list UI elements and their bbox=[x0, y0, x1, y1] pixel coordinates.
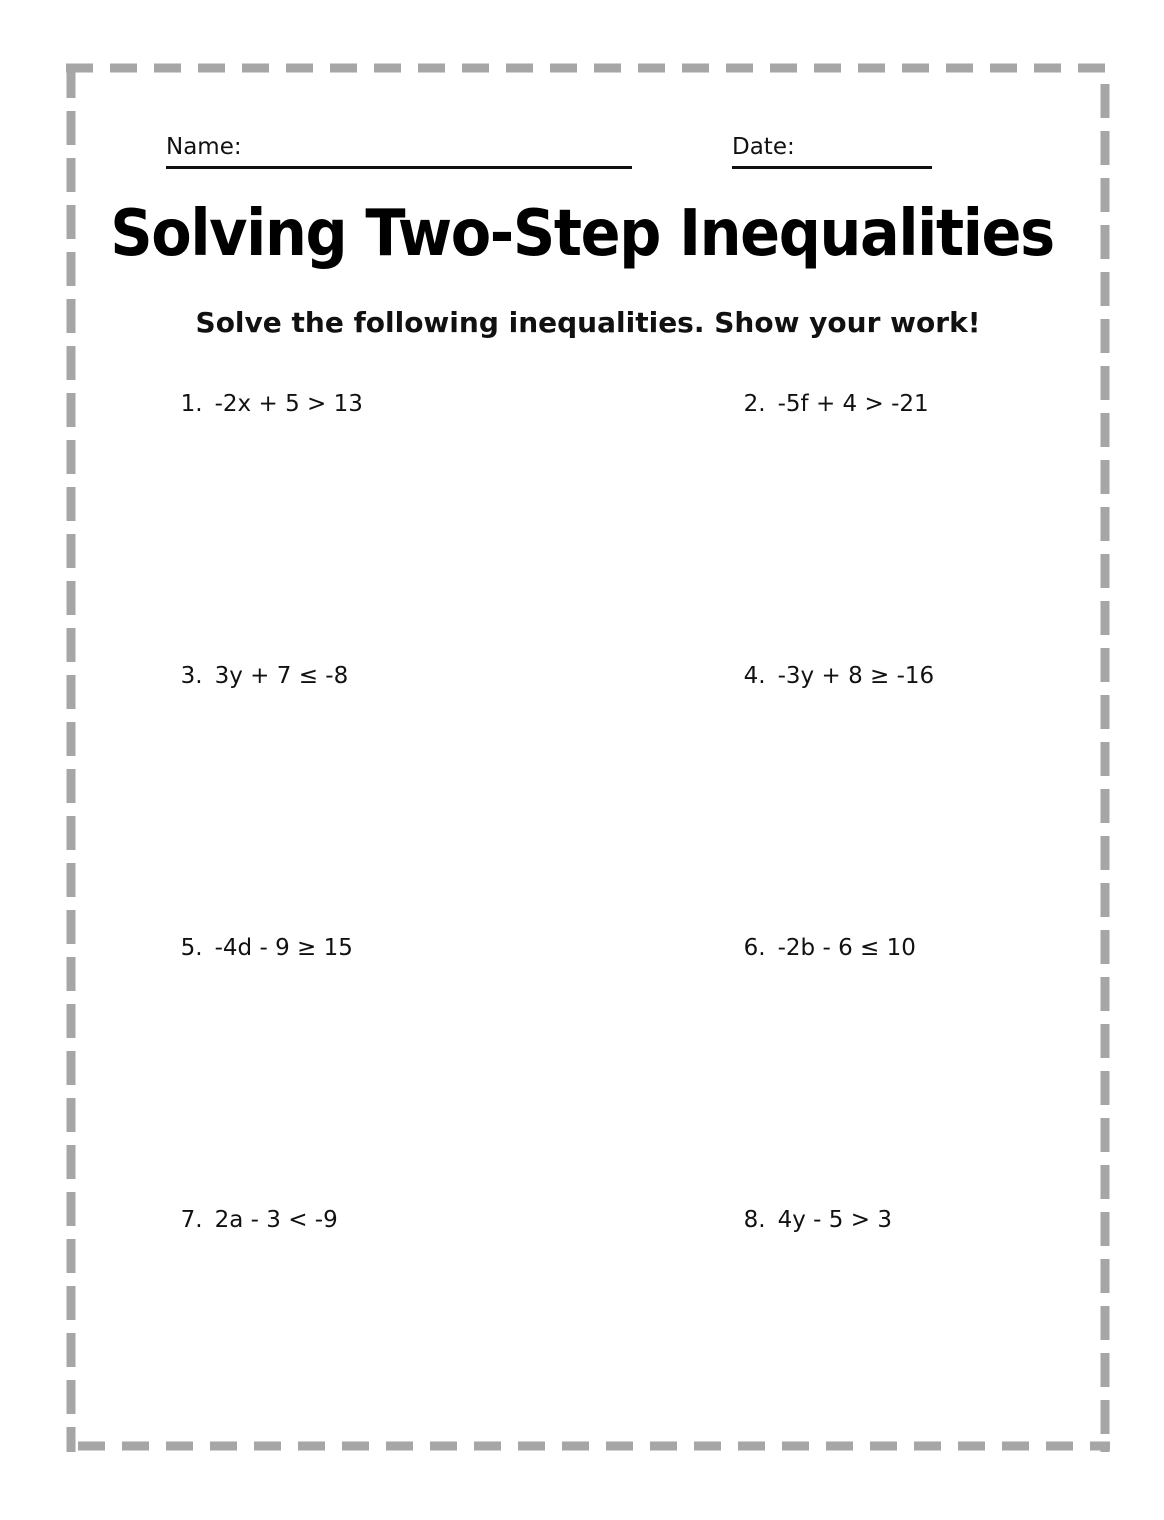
name-label: Name: bbox=[166, 134, 242, 160]
problem-expression: -2b - 6 ≤ 10 bbox=[777, 935, 916, 961]
problem-expression: -3y + 8 ≥ -16 bbox=[777, 663, 935, 689]
problem-number: 2. bbox=[743, 391, 766, 417]
problem-item bbox=[729, 631, 934, 691]
problem-item bbox=[729, 1175, 892, 1235]
problem-expression: 3y + 7 ≤ -8 bbox=[214, 663, 349, 689]
problem-expression: 2a - 3 < -9 bbox=[214, 1207, 338, 1233]
problem-number: 3. bbox=[180, 663, 203, 689]
worksheet-title: Solving Two-Step Inequalities bbox=[110, 197, 1054, 271]
problem-expression: -4d - 9 ≥ 15 bbox=[214, 935, 353, 961]
problem-item bbox=[729, 903, 916, 963]
problem-number: 8. bbox=[743, 1207, 766, 1233]
instructions-text: Solve the following inequalities. Show your work! bbox=[195, 306, 981, 339]
problem-expression: 4y - 5 > 3 bbox=[777, 1207, 892, 1233]
problem-item bbox=[166, 903, 353, 963]
problem-number: 1. bbox=[180, 391, 203, 417]
problem-number: 4. bbox=[743, 663, 766, 689]
problem-item bbox=[166, 631, 348, 691]
problem-expression: -5f + 4 > -21 bbox=[777, 391, 929, 417]
problem-item bbox=[166, 1175, 338, 1235]
name-field-line[interactable] bbox=[166, 166, 632, 169]
problem-number: 6. bbox=[743, 935, 766, 961]
problem-expression: -2x + 5 > 13 bbox=[214, 391, 363, 417]
problem-item bbox=[166, 359, 363, 419]
date-field-line[interactable] bbox=[732, 166, 932, 169]
date-label: Date: bbox=[732, 134, 795, 160]
problem-item bbox=[729, 359, 929, 419]
problem-number: 7. bbox=[180, 1207, 203, 1233]
problem-number: 5. bbox=[180, 935, 203, 961]
